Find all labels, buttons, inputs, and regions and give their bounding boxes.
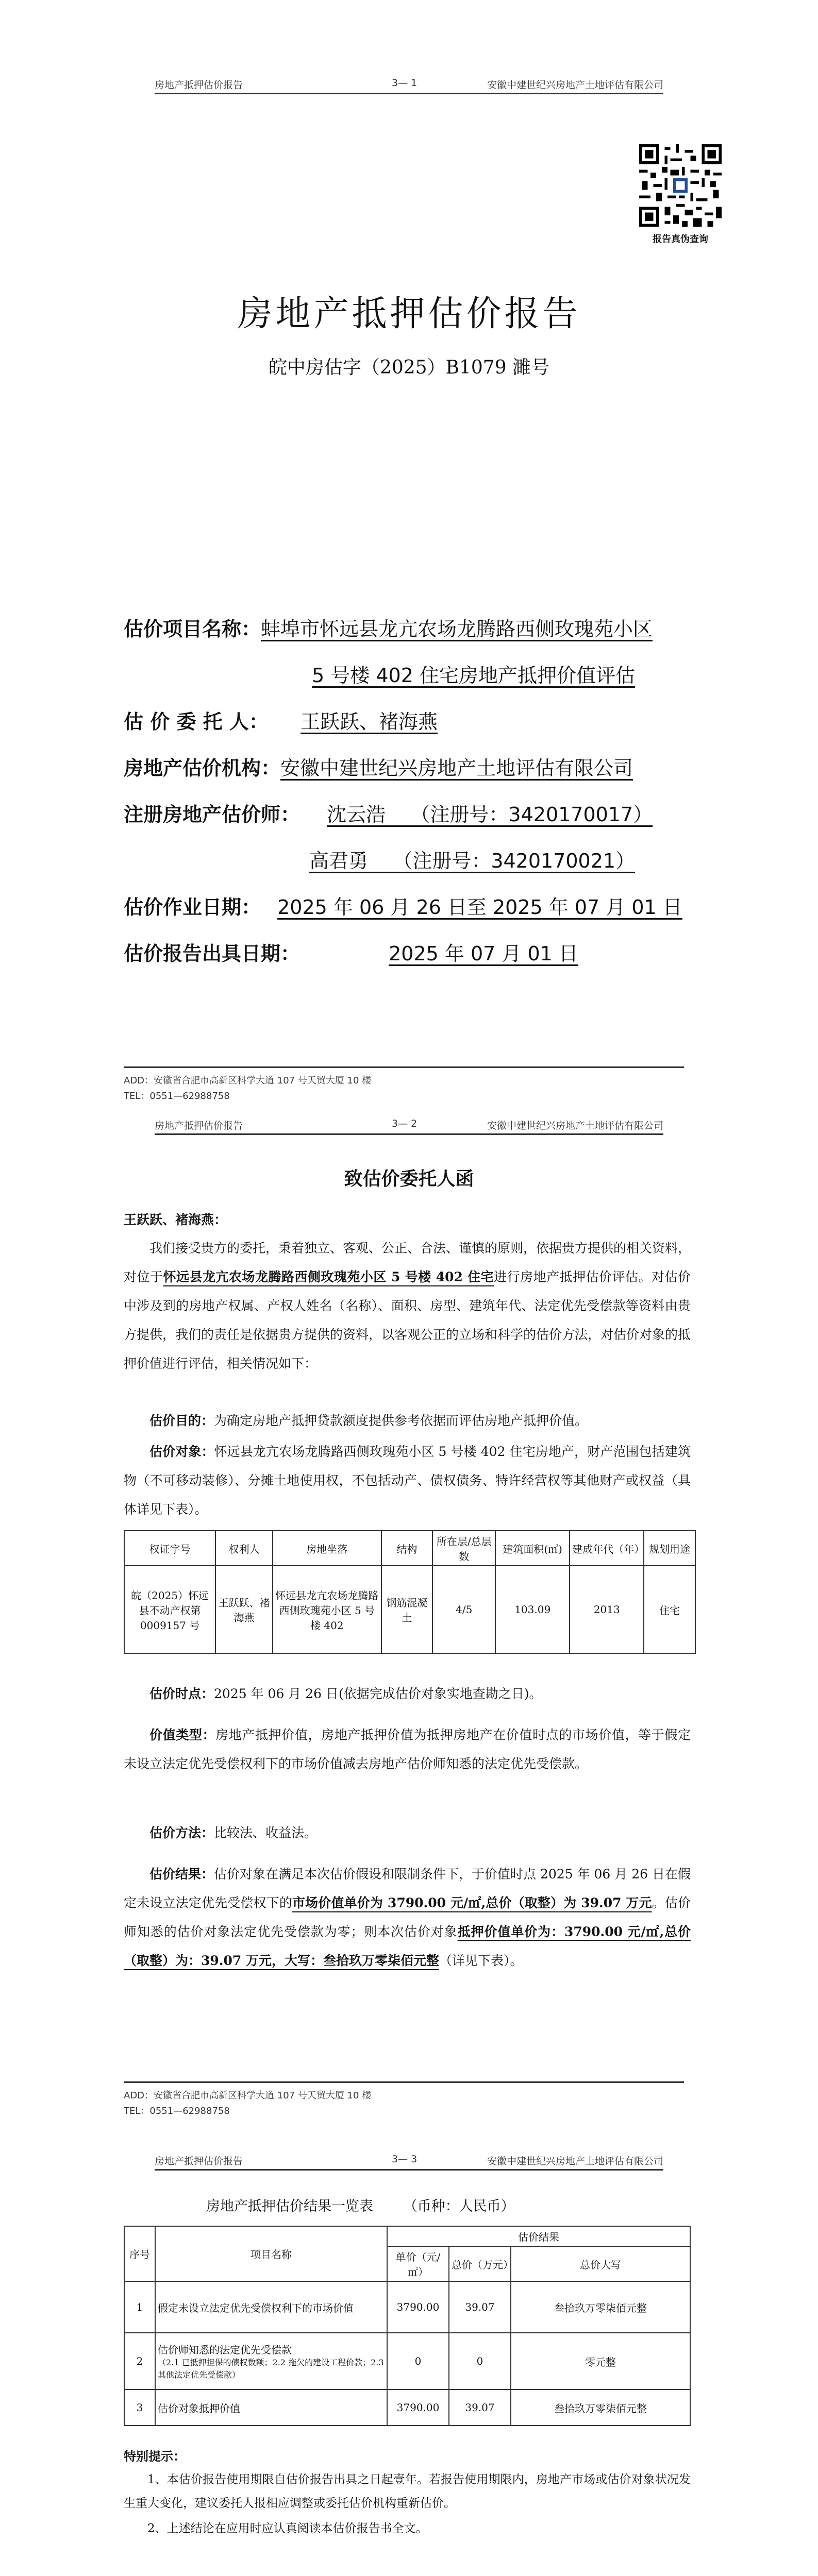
intro-text-c: 进行房地产抵押估价评估。对估价中涉及到的房地产权属、产权人姓名（名称）、面积、房型、建筑年代、法定优先受偿款等资料由贵方提供，我们的责任是依据贵方提供的资料，以客观公正的立场和科学的估价方法，对估价对象的抵押价值进行评估，相关情况如下： — [124, 1269, 691, 1371]
appraiser-value: 沈云浩 （注册号：3420170017） — [327, 803, 653, 826]
footer-tel: TEL：0551—62988758 — [124, 1091, 230, 1101]
issue-date-value: 2025 年 07 月 01 日 — [389, 942, 578, 965]
col-floor: 所在层/总层数 — [432, 1531, 495, 1566]
cell-caps: 叁拾玖万零柒佰元整 — [511, 2389, 690, 2426]
result-market-value: 市场价值单价为 3790.00 元/㎡,总价（取整）为 39.07 万元 — [292, 1895, 652, 1910]
cell-no: 3 — [124, 2389, 155, 2426]
client-value: 王跃跃、褚海燕 — [301, 710, 438, 733]
cell-total: 39.07 — [449, 2281, 511, 2333]
cell-item-group — [155, 2333, 387, 2389]
header-page-number: 3— 2 — [392, 1118, 418, 1129]
time-para — [124, 1680, 691, 1708]
purpose-label: 估价目的： — [149, 1413, 214, 1428]
cell-total: 39.07 — [449, 2389, 511, 2426]
notice-2: 2、上述结论在应用时应认真阅读本估价报告书全文。 — [147, 2522, 428, 2535]
page-letter — [0, 1108, 818, 2138]
cell-total: 0 — [449, 2333, 511, 2389]
notice-title: 特别提示： — [124, 2449, 186, 2464]
col-year: 建成年代（年） — [570, 1531, 644, 1566]
result-text-c: 。估价师知悉的估价对象法定优先受偿款为零；则本次估价对象 — [124, 1895, 691, 1939]
issue-date-row — [124, 938, 578, 966]
issue-date-label: 估价报告出具日期： — [124, 942, 301, 965]
method-para — [124, 1819, 691, 1848]
table-header-row — [124, 2226, 690, 2246]
cell-caps: 零元整 — [511, 2333, 690, 2389]
cell-item: 估价对象抵押价值 — [155, 2389, 387, 2426]
table-row — [124, 2281, 690, 2333]
table-row — [124, 1566, 695, 1653]
object-para — [124, 1437, 691, 1524]
letter-intro — [124, 1234, 691, 1378]
cell-no: 1 — [124, 2281, 155, 2333]
col-no: 序号 — [124, 2226, 155, 2281]
header-title: 房地产抵押估价报告 — [155, 79, 243, 91]
agency-row — [124, 752, 633, 781]
footer-tel: TEL：0551—62988758 — [124, 2106, 230, 2116]
cell-unit: 3790.00 — [387, 2389, 449, 2426]
footer-address: ADD：安徽省合肥市高新区科学大道 107 号天贸大厦 10 楼 — [124, 1075, 372, 1086]
cell-location: 怀远县龙亢农场龙腾路西侧玫瑰苑小区 5 号楼 402 — [273, 1566, 381, 1653]
cell-item: 假定未设立法定优先受偿权利下的市场价值 — [155, 2281, 387, 2333]
header-page-number: 3— 1 — [392, 77, 418, 89]
work-period-row — [124, 891, 682, 920]
cell-use: 住宅 — [644, 1566, 695, 1653]
table-row — [124, 2389, 690, 2426]
header-page-number: 3— 3 — [392, 2154, 418, 2165]
cell-structure: 钢筋混凝土 — [381, 1566, 433, 1653]
page-cover — [0, 0, 818, 1101]
footer-address: ADD：安徽省合肥市高新区科学大道 107 号天贸大厦 10 楼 — [124, 2090, 372, 2101]
method-label: 估价方法： — [149, 1825, 214, 1840]
notice-1: 1、本估价报告使用期限自估价报告出具之日起壹年。若报告使用期限内，房地产市场或估价对象状况发生重大变化，建议委托人报相应调整或委托估价机构重新估价。 — [124, 2473, 691, 2510]
method-text: 比较法、收益法。 — [214, 1825, 318, 1840]
project-name-label: 估价项目名称： — [124, 618, 261, 640]
project-name-row-2 — [312, 659, 635, 688]
object-text: 怀远县龙亢农场龙腾路西侧玫瑰苑小区 5 号楼 402 住宅房地产，财产范围包括建筑物（不可移动装修）、分摊土地使用权，不包括动产、债权债务、特许经营权等其他财产或权益（具体详见下表）。 — [124, 1444, 691, 1517]
qr-caption: 报告真伪查询 — [653, 234, 708, 245]
qr-code-icon[interactable] — [639, 144, 722, 227]
page-header — [155, 2154, 663, 2171]
time-text: 2025 年 06 月 26 日(依据完成估价对象实地查勘之日)。 — [214, 1686, 542, 1701]
cell-owner: 王跃跃、褚海燕 — [215, 1566, 273, 1653]
appraiser-row — [124, 799, 653, 827]
summary-title-row — [206, 2195, 515, 2215]
work-period-label: 估价作业日期： — [124, 896, 261, 919]
cell-unit: 0 — [387, 2333, 449, 2389]
header-company: 安徽中建世纪兴房地产土地评估有限公司 — [487, 79, 663, 91]
cell-item: 估价师知悉的法定优先受偿款 — [158, 2343, 292, 2356]
result-label: 估价结果： — [149, 1867, 214, 1882]
page-footer — [124, 1066, 684, 1104]
summary-table — [124, 2226, 691, 2426]
type-para — [124, 1721, 691, 1778]
col-use: 规划用途 — [644, 1531, 695, 1566]
cell-no: 2 — [124, 2333, 155, 2389]
cell-item-note: （2.1 已抵押担保的债权数额；2.2 拖欠的建设工程价款；2.3 其他法定优先受偿款） — [158, 2357, 384, 2380]
property-table — [124, 1530, 696, 1654]
page-footer — [124, 2081, 684, 2119]
purpose-text: 为确定房地产抵押贷款额度提供参考依据而评估房地产抵押价值。 — [214, 1413, 588, 1428]
time-label: 估价时点： — [149, 1686, 214, 1701]
appraiser-label: 注册房地产估价师： — [124, 803, 301, 826]
col-cert: 权证字号 — [124, 1531, 215, 1566]
col-location: 房地坐落 — [273, 1531, 381, 1566]
col-item: 项目名称 — [155, 2226, 387, 2281]
result-para — [124, 1860, 691, 1975]
intro-text-a: 我们接受贵方的委托，秉着独立、客观、公正、合法、谨慎的原则，依据贵方提供的相关资料，对位于 — [124, 1241, 691, 1284]
cell-unit: 3790.00 — [387, 2281, 449, 2333]
cell-area: 103.09 — [495, 1566, 570, 1653]
summary-currency: （币种：人民币） — [403, 2198, 515, 2214]
agency-label: 房地产估价机构： — [124, 757, 281, 779]
col-result: 估价结果 — [387, 2226, 690, 2246]
client-label: 估 价 委 托 人： — [124, 710, 269, 733]
project-name-value-2: 5 号楼 402 住宅房地产抵押价值评估 — [312, 664, 635, 687]
header-company: 安徽中建世纪兴房地产土地评估有限公司 — [487, 2156, 663, 2167]
purpose-para — [124, 1406, 691, 1435]
page-summary — [0, 2138, 818, 2576]
col-caps: 总价大写 — [511, 2246, 690, 2281]
type-text: 房地产抵押价值，房地产抵押价值为抵押房地产在价值时点的市场价值，等于假定未设立法定优先受偿权利下的市场价值减去房地产估价师知悉的法定优先受偿款。 — [124, 1727, 691, 1771]
col-structure: 结构 — [381, 1531, 433, 1566]
page-header — [155, 1118, 663, 1135]
header-title: 房地产抵押估价报告 — [155, 1120, 243, 1131]
col-unit: 单价（元/㎡） — [387, 2246, 449, 2281]
letter-salutation: 王跃跃、褚海燕： — [124, 1212, 227, 1227]
cell-caps: 叁拾玖万零柒佰元整 — [511, 2281, 690, 2333]
object-label: 估价对象： — [149, 1444, 214, 1459]
letter-title: 致估价委托人函 — [344, 1168, 474, 1190]
header-company: 安徽中建世纪兴房地产土地评估有限公司 — [487, 1120, 663, 1131]
cell-cert: 皖（2025）怀远县不动产权第 0009157 号 — [124, 1566, 215, 1653]
result-text-a: 估价对象在满足本次估价假设和限制条件下，于价值时点 2025 年 06 月 26 日在假定未设立法定优先受偿权下的 — [124, 1867, 691, 1910]
appraiser-value-2: 高君勇 （注册号：3420170021） — [309, 850, 636, 872]
col-area: 建筑面积(㎡) — [495, 1531, 570, 1566]
result-text-e: （详见下表）。 — [439, 1953, 523, 1968]
intro-object: 怀远县龙亢农场龙腾路西侧玫瑰苑小区 5 号楼 402 住宅 — [163, 1269, 494, 1284]
type-label: 价值类型： — [149, 1727, 216, 1742]
report-title: 房地产抵押估价报告 — [237, 294, 581, 334]
project-name-row — [124, 613, 653, 641]
report-number: 皖中房估字（2025）B1079 濉号 — [268, 357, 550, 378]
result-mortgage-value: 抵押价值单价为：3790.00 元/㎡,总价（取整）为：39.07 万元，大写：叁拾玖万零柒佰元整 — [124, 1924, 691, 1968]
client-row — [124, 706, 438, 734]
col-owner: 权利人 — [215, 1531, 273, 1566]
cell-floor: 4/5 — [432, 1566, 495, 1653]
table-header-row — [124, 1531, 695, 1566]
page-header — [155, 77, 663, 94]
header-title: 房地产抵押估价报告 — [155, 2156, 243, 2167]
cell-year: 2013 — [570, 1566, 644, 1653]
agency-value: 安徽中建世纪兴房地产土地评估有限公司 — [280, 757, 633, 779]
table-row — [124, 2333, 690, 2389]
project-name-value: 蚌埠市怀远县龙亢农场龙腾路西侧玫瑰苑小区 — [261, 618, 653, 640]
work-period-value: 2025 年 06 月 26 日至 2025 年 07 月 01 日 — [277, 896, 682, 919]
col-total: 总价（万元） — [449, 2246, 511, 2281]
summary-title: 房地产抵押估价结果一览表 — [206, 2198, 373, 2214]
appraiser-row-2 — [309, 845, 635, 873]
